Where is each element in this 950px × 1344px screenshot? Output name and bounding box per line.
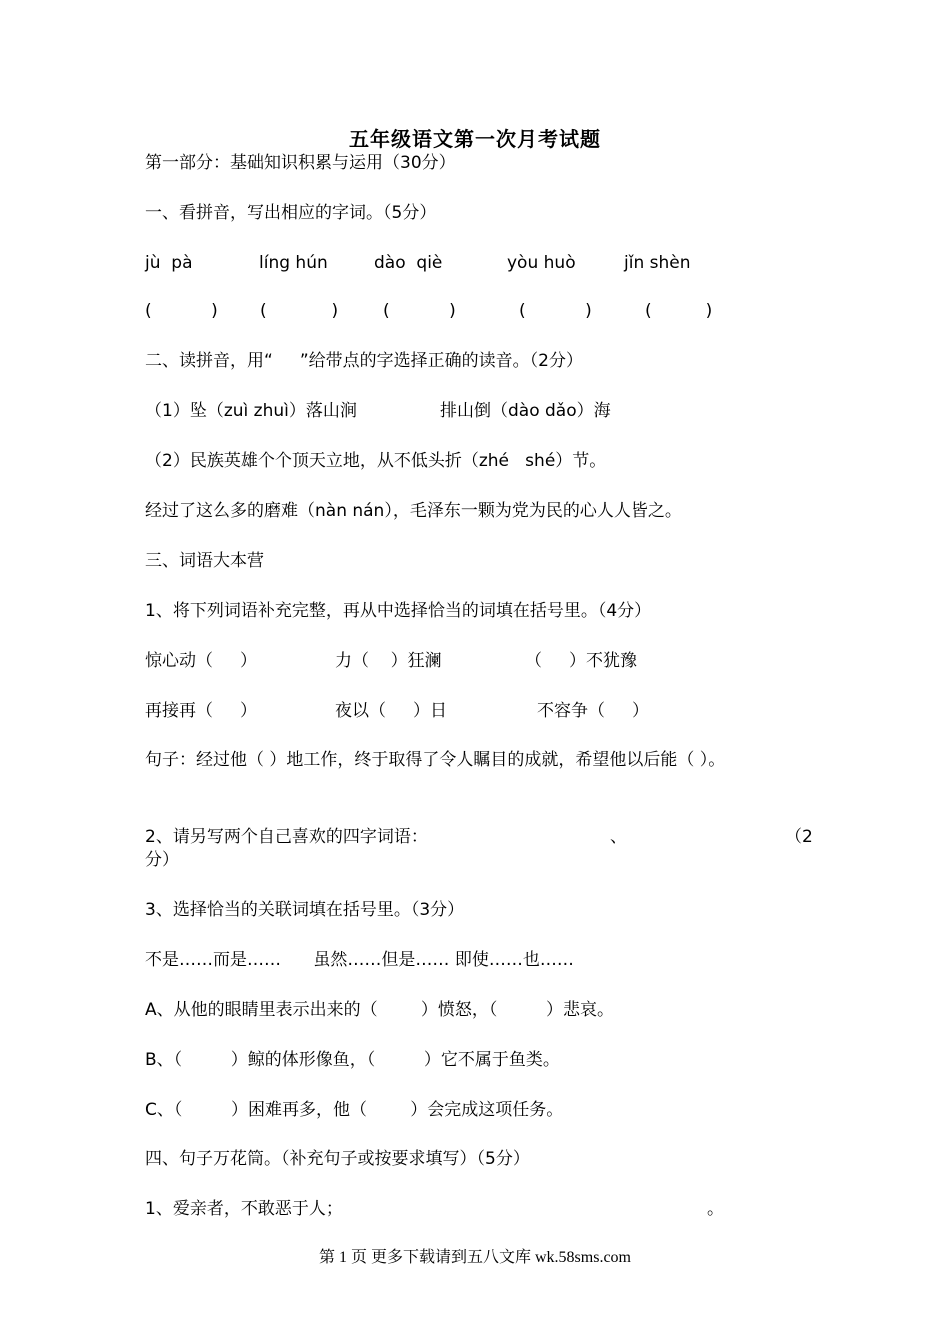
- q3-sub2-score-cont: 分）: [145, 850, 179, 870]
- part-heading: 第一部分：基础知识积累与运用（30分）: [145, 153, 456, 173]
- idiom-blank[interactable]: 力（ ）狂澜: [335, 651, 442, 671]
- idiom-blank[interactable]: 夜以（ ）日: [335, 701, 448, 721]
- q4-item-1-end: 。: [707, 1199, 724, 1219]
- q3-heading: 三、词语大本营: [145, 551, 264, 571]
- q2-heading: 二、读拼音，用“ ”给带点的字选择正确的读音。（2分）: [145, 351, 583, 371]
- pinyin-item: yòu huò: [507, 253, 576, 273]
- q3-sub2-separator: 、: [610, 827, 627, 847]
- q3-item-b: B、（ ）鲸的体形像鱼，（ ）它不属于鱼类。: [145, 1050, 560, 1070]
- idiom-blank[interactable]: 不容争（ ）: [537, 701, 650, 721]
- answer-brackets-row: [145, 299, 805, 323]
- pinyin-row: [145, 251, 805, 275]
- q4-item-1: [145, 1197, 810, 1221]
- pinyin-item: jǐn shèn: [624, 253, 691, 273]
- q4-heading: 四、句子万花筒。（补充句子或按要求填写）（5分）: [145, 1149, 530, 1169]
- q2-item-3: 经过了这么多的磨难（nàn nán），毛泽东一颗为党为民的心人人皆之。: [145, 501, 682, 521]
- q2-item-2: （2）民族英雄个个顶天立地，从不低头折（zhé shé）节。: [145, 451, 607, 471]
- q3-sub2-text: 2、请另写两个自己喜欢的四字词语：: [145, 827, 428, 847]
- answer-blank[interactable]: ( ): [145, 301, 218, 321]
- q3-sentence: 句子：经过他（ ）地工作，终于取得了令人瞩目的成就，希望他以后能（ ）。: [145, 750, 726, 770]
- q4-item-1-text: 1、爱亲者，不敢恶于人；: [145, 1199, 343, 1219]
- pinyin-item: líng hún: [259, 253, 328, 273]
- q2-item-1: [145, 399, 805, 423]
- idiom-blank[interactable]: （ ）不犹豫: [525, 651, 638, 671]
- pinyin-item: jù pà: [145, 253, 193, 273]
- answer-blank[interactable]: ( ): [645, 301, 713, 321]
- idiom-row-1: [145, 649, 805, 673]
- q1-heading: 一、看拼音，写出相应的字词。（5分）: [145, 203, 437, 223]
- q3-sub1: 1、将下列词语补充完整，再从中选择恰当的词填在括号里。（4分）: [145, 601, 652, 621]
- pinyin-item: dào qiè: [374, 253, 443, 273]
- q3-item-a: A、从他的眼睛里表示出来的（ ）愤怒，（ ）悲哀。: [145, 1000, 614, 1020]
- page-title: 五年级语文第一次月考试题: [349, 127, 601, 151]
- idiom-blank[interactable]: 惊心动（ ）: [145, 651, 258, 671]
- conjunction-options: 不是……而是…… 虽然……但是…… 即使……也……: [145, 950, 574, 970]
- q3-sub2-score: （2: [785, 827, 813, 847]
- q3-item-c: C、（ ）困难再多，他（ ）会完成这项任务。: [145, 1100, 564, 1120]
- q2-item-1a: （1）坠（zuì zhuì）落山涧: [145, 401, 357, 421]
- answer-blank[interactable]: ( ): [519, 301, 592, 321]
- idiom-blank[interactable]: 再接再（ ）: [145, 701, 258, 721]
- page-footer: 第 1 页 更多下载请到五八文库 wk.58sms.com: [318, 1249, 631, 1266]
- q3-sub3: 3、选择恰当的关联词填在括号里。（3分）: [145, 900, 465, 920]
- answer-blank[interactable]: ( ): [383, 301, 456, 321]
- q3-sub2: [145, 825, 813, 849]
- q2-item-1b: 排山倒（dào dǎo）海: [440, 401, 611, 421]
- answer-blank[interactable]: ( ): [260, 301, 339, 321]
- idiom-row-2: [145, 699, 805, 723]
